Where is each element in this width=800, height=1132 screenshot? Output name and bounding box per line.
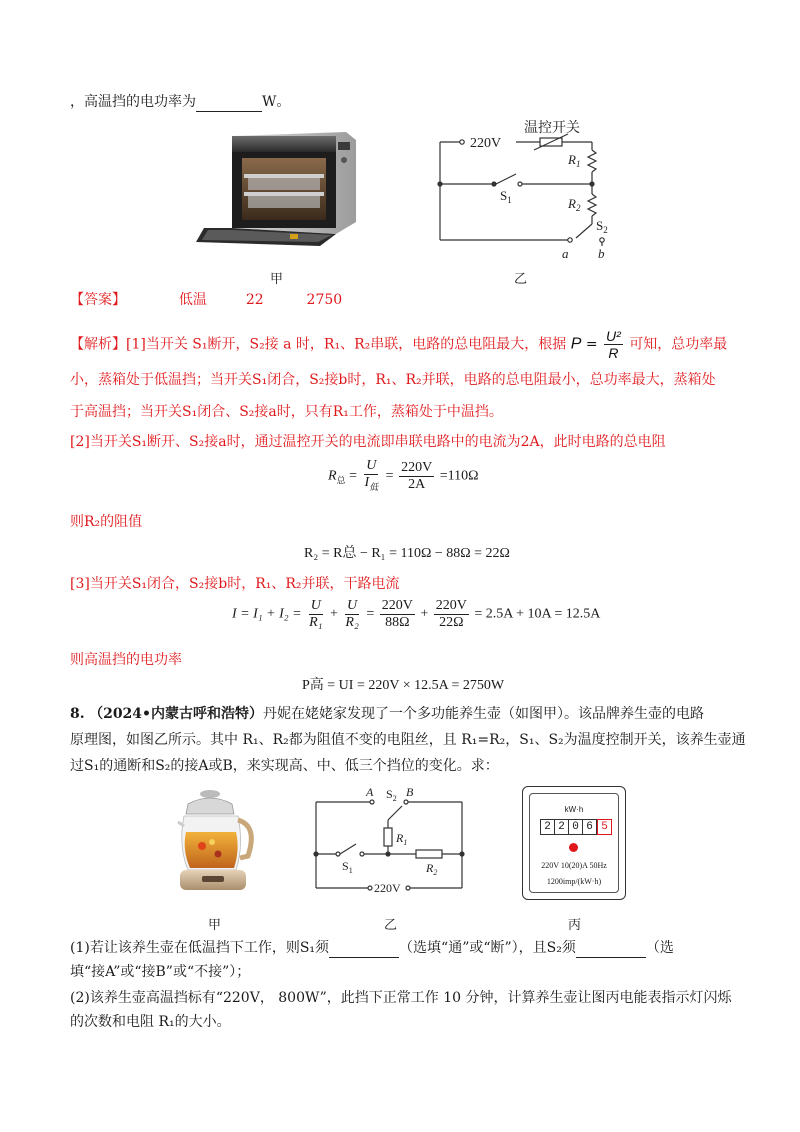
eq3-plus: + bbox=[329, 606, 338, 622]
figure-caption-q8-b: 乙 bbox=[384, 918, 398, 933]
question-8-line-1 bbox=[70, 704, 704, 724]
answer-row bbox=[70, 290, 342, 310]
sub-question-1-line-1 bbox=[70, 938, 674, 958]
eq1-frac-symbolic bbox=[362, 458, 380, 495]
eq1-equals: = bbox=[349, 468, 357, 484]
terminal-a-label: a bbox=[562, 246, 569, 261]
eq3-d-den: 22Ω bbox=[439, 615, 464, 630]
analysis-line-2: 小，蒸箱处于低温挡；当开关S₁闭合，S₂接b时，R₁、R₂并联，电路的总电阻最小，总功率最大，蒸箱处 bbox=[70, 372, 716, 388]
answer-value-1: 低温 bbox=[178, 292, 207, 308]
eq3-c-den: 88Ω bbox=[385, 615, 410, 630]
equation-total-resistance bbox=[328, 458, 478, 495]
eq1-den-sub: 低 bbox=[369, 481, 379, 492]
terminal-B-label: B bbox=[406, 785, 414, 799]
formula-denominator: R bbox=[608, 345, 619, 361]
equation-current bbox=[232, 598, 600, 631]
eq3-frac-c bbox=[380, 598, 415, 631]
equation-power: P高 = UI = 220V × 12.5A = 2750W bbox=[302, 678, 505, 693]
prev-question-line bbox=[70, 92, 290, 112]
kettle-circuit-diagram bbox=[306, 784, 472, 900]
eq3-b-num: U bbox=[347, 598, 358, 613]
meter-digit: 2 bbox=[555, 819, 569, 835]
r1-label: $R_1$ bbox=[568, 152, 581, 169]
analysis-text-end: 可知，总功率最 bbox=[629, 336, 728, 353]
question-number: 8. bbox=[70, 706, 85, 722]
energy-meter bbox=[522, 786, 626, 900]
analysis-line-7: 则高温挡的电功率 bbox=[70, 652, 182, 668]
eq1-frac-numeric bbox=[399, 460, 434, 493]
r2-label-q8: $R_2$ bbox=[426, 861, 438, 877]
analysis-line-1 bbox=[70, 328, 727, 361]
eq1-num2: 220V bbox=[401, 459, 433, 475]
eq3-equals: = bbox=[366, 606, 375, 622]
r1-label-q8: $R_1$ bbox=[396, 831, 408, 847]
eq1-den2: 2A bbox=[408, 476, 426, 492]
analysis-line-3: 于高温挡；当开关S₁闭合、S₂接a时，只有R₁工作，蒸箱处于中温挡。 bbox=[70, 404, 503, 420]
meter-digit: 0 bbox=[569, 819, 583, 835]
eq3-rhs: = 2.5A + 10A = 12.5A bbox=[474, 606, 601, 622]
question-source: （2024•内蒙古呼和浩特） bbox=[89, 706, 263, 722]
analysis-text: [1]当开关 S₁断开，S₂接 a 时，R₁、R₂串联，电路的总电阻最大，根据 bbox=[126, 336, 567, 353]
eq3-b-den: R₂ bbox=[345, 615, 359, 630]
meter-imp: 1200imp/(kW·h) bbox=[546, 877, 602, 886]
terminal-b-label: b bbox=[598, 246, 605, 261]
s1-label: $S_1$ bbox=[500, 188, 512, 205]
steam-oven-circuit-diagram bbox=[430, 112, 620, 262]
meter-digit-decimal: 5 bbox=[597, 819, 612, 835]
answer-value-2: 22 bbox=[245, 292, 264, 308]
answer-blank-s2[interactable] bbox=[576, 957, 646, 958]
answer-blank[interactable] bbox=[196, 111, 262, 112]
sub-question-2-line-1: (2)该养生壶高温挡标有“220V， 800W”，此挡下正常工作 10 分钟，计算养生壶让图丙电能表指示灯闪烁 bbox=[70, 990, 732, 1006]
question-8-line-3: 过S₁的通断和S₂的接A或B，来实现高、中、低三个挡位的变化。求： bbox=[70, 758, 499, 774]
analysis-label: 【解析】 bbox=[70, 336, 126, 353]
figure-caption-b: 乙 bbox=[514, 272, 528, 287]
meter-digit: 6 bbox=[583, 819, 597, 835]
sub1-text-b: （选填“通”或“断”），且S₂须 bbox=[399, 940, 576, 956]
eq1-lhs-sub: 总 bbox=[336, 475, 346, 486]
s2-label-q8: $S_2$ bbox=[386, 787, 397, 803]
formula-numerator: U² bbox=[606, 328, 621, 344]
analysis-line-4: [2]当开关S₁断开、S₂接a时，通过温控开关的电流即串联电路中的电流为2A，此时电路的总电阻 bbox=[70, 434, 666, 450]
analysis-line-5: 则R₂的阻值 bbox=[70, 514, 143, 530]
figure-caption-a: 甲 bbox=[270, 272, 284, 287]
s1-label-q8: $S_1$ bbox=[342, 859, 353, 875]
meter-digits bbox=[540, 819, 612, 835]
sub1-text-c: （选 bbox=[645, 940, 674, 956]
formula-equals: = bbox=[585, 336, 598, 353]
sub-question-2-line-2: 的次数和电阻 R₁的大小。 bbox=[70, 1014, 231, 1030]
eq3-plus-2: + bbox=[420, 606, 429, 622]
formula-fraction bbox=[604, 328, 623, 361]
figure-caption-q8-a: 甲 bbox=[208, 918, 222, 933]
eq1-num: U bbox=[366, 458, 377, 473]
answer-value-3: 2750 bbox=[306, 292, 343, 308]
r2-label: $R_2$ bbox=[568, 196, 581, 213]
eq1-equals-2: = bbox=[385, 468, 394, 484]
answer-label: 【答案】 bbox=[70, 292, 126, 308]
meter-digit: 2 bbox=[540, 819, 555, 835]
eq3-frac-b bbox=[343, 598, 360, 631]
terminal-A-label: A bbox=[366, 785, 374, 799]
eq3-d-num: 220V bbox=[435, 598, 467, 613]
eq1-rhs: =110Ω bbox=[439, 468, 479, 484]
eq3-c-num: 220V bbox=[381, 598, 413, 613]
question-8-line-2: 原理图，如图乙所示。其中 R₁、R₂都为阻值不变的电阻丝，且 R₁=R₂，S₁、S₂为温度控制开关，该养生壶通 bbox=[70, 732, 746, 748]
sub1-text-a: (1)若让该养生壶在低温挡下工作，则S₁须 bbox=[70, 940, 330, 956]
meter-spec: 220V 10(20)A 50Hz bbox=[541, 861, 607, 870]
eq3-lhs: I = I₁ + I₂ = bbox=[232, 606, 302, 622]
question-text-1: 丹妮在姥姥家发现了一个多功能养生壶（如图甲）。该品牌养生壶的电路 bbox=[263, 706, 704, 722]
steam-oven-image bbox=[196, 130, 364, 248]
sub-question-1-line-2: 填“接A”或“接B”或“不接”）； bbox=[70, 964, 251, 980]
answer-blank-s1[interactable] bbox=[329, 957, 399, 958]
eq3-a-num: U bbox=[310, 598, 321, 613]
health-kettle-image bbox=[172, 786, 262, 896]
analysis-line-6: [3]当开关S₁闭合，S₂接b时，R₁、R₂并联，干路电流 bbox=[70, 576, 400, 592]
indicator-light-icon bbox=[569, 843, 578, 852]
thermostat-label: 温控开关 bbox=[524, 121, 580, 136]
eq3-frac-a bbox=[307, 598, 324, 631]
meter-unit: kW·h bbox=[564, 805, 584, 814]
figure-caption-q8-c: 丙 bbox=[568, 918, 582, 933]
s2-label: $S_2$ bbox=[596, 218, 608, 235]
prev-question-text: ，高温挡的电功率为 bbox=[70, 94, 196, 110]
voltage-label-q8: 220V bbox=[374, 881, 401, 895]
eq3-a-den: R₁ bbox=[309, 615, 323, 630]
equation-r2: R₂ = R总 − R₁ = 110Ω − 88Ω = 22Ω bbox=[304, 546, 510, 561]
formula-p: P bbox=[570, 335, 582, 353]
eq1-den: I bbox=[364, 475, 370, 490]
eq1-lhs: R bbox=[328, 468, 337, 484]
prev-question-unit: W。 bbox=[262, 94, 291, 110]
voltage-label: 220V bbox=[470, 136, 502, 151]
eq3-frac-d bbox=[434, 598, 469, 631]
